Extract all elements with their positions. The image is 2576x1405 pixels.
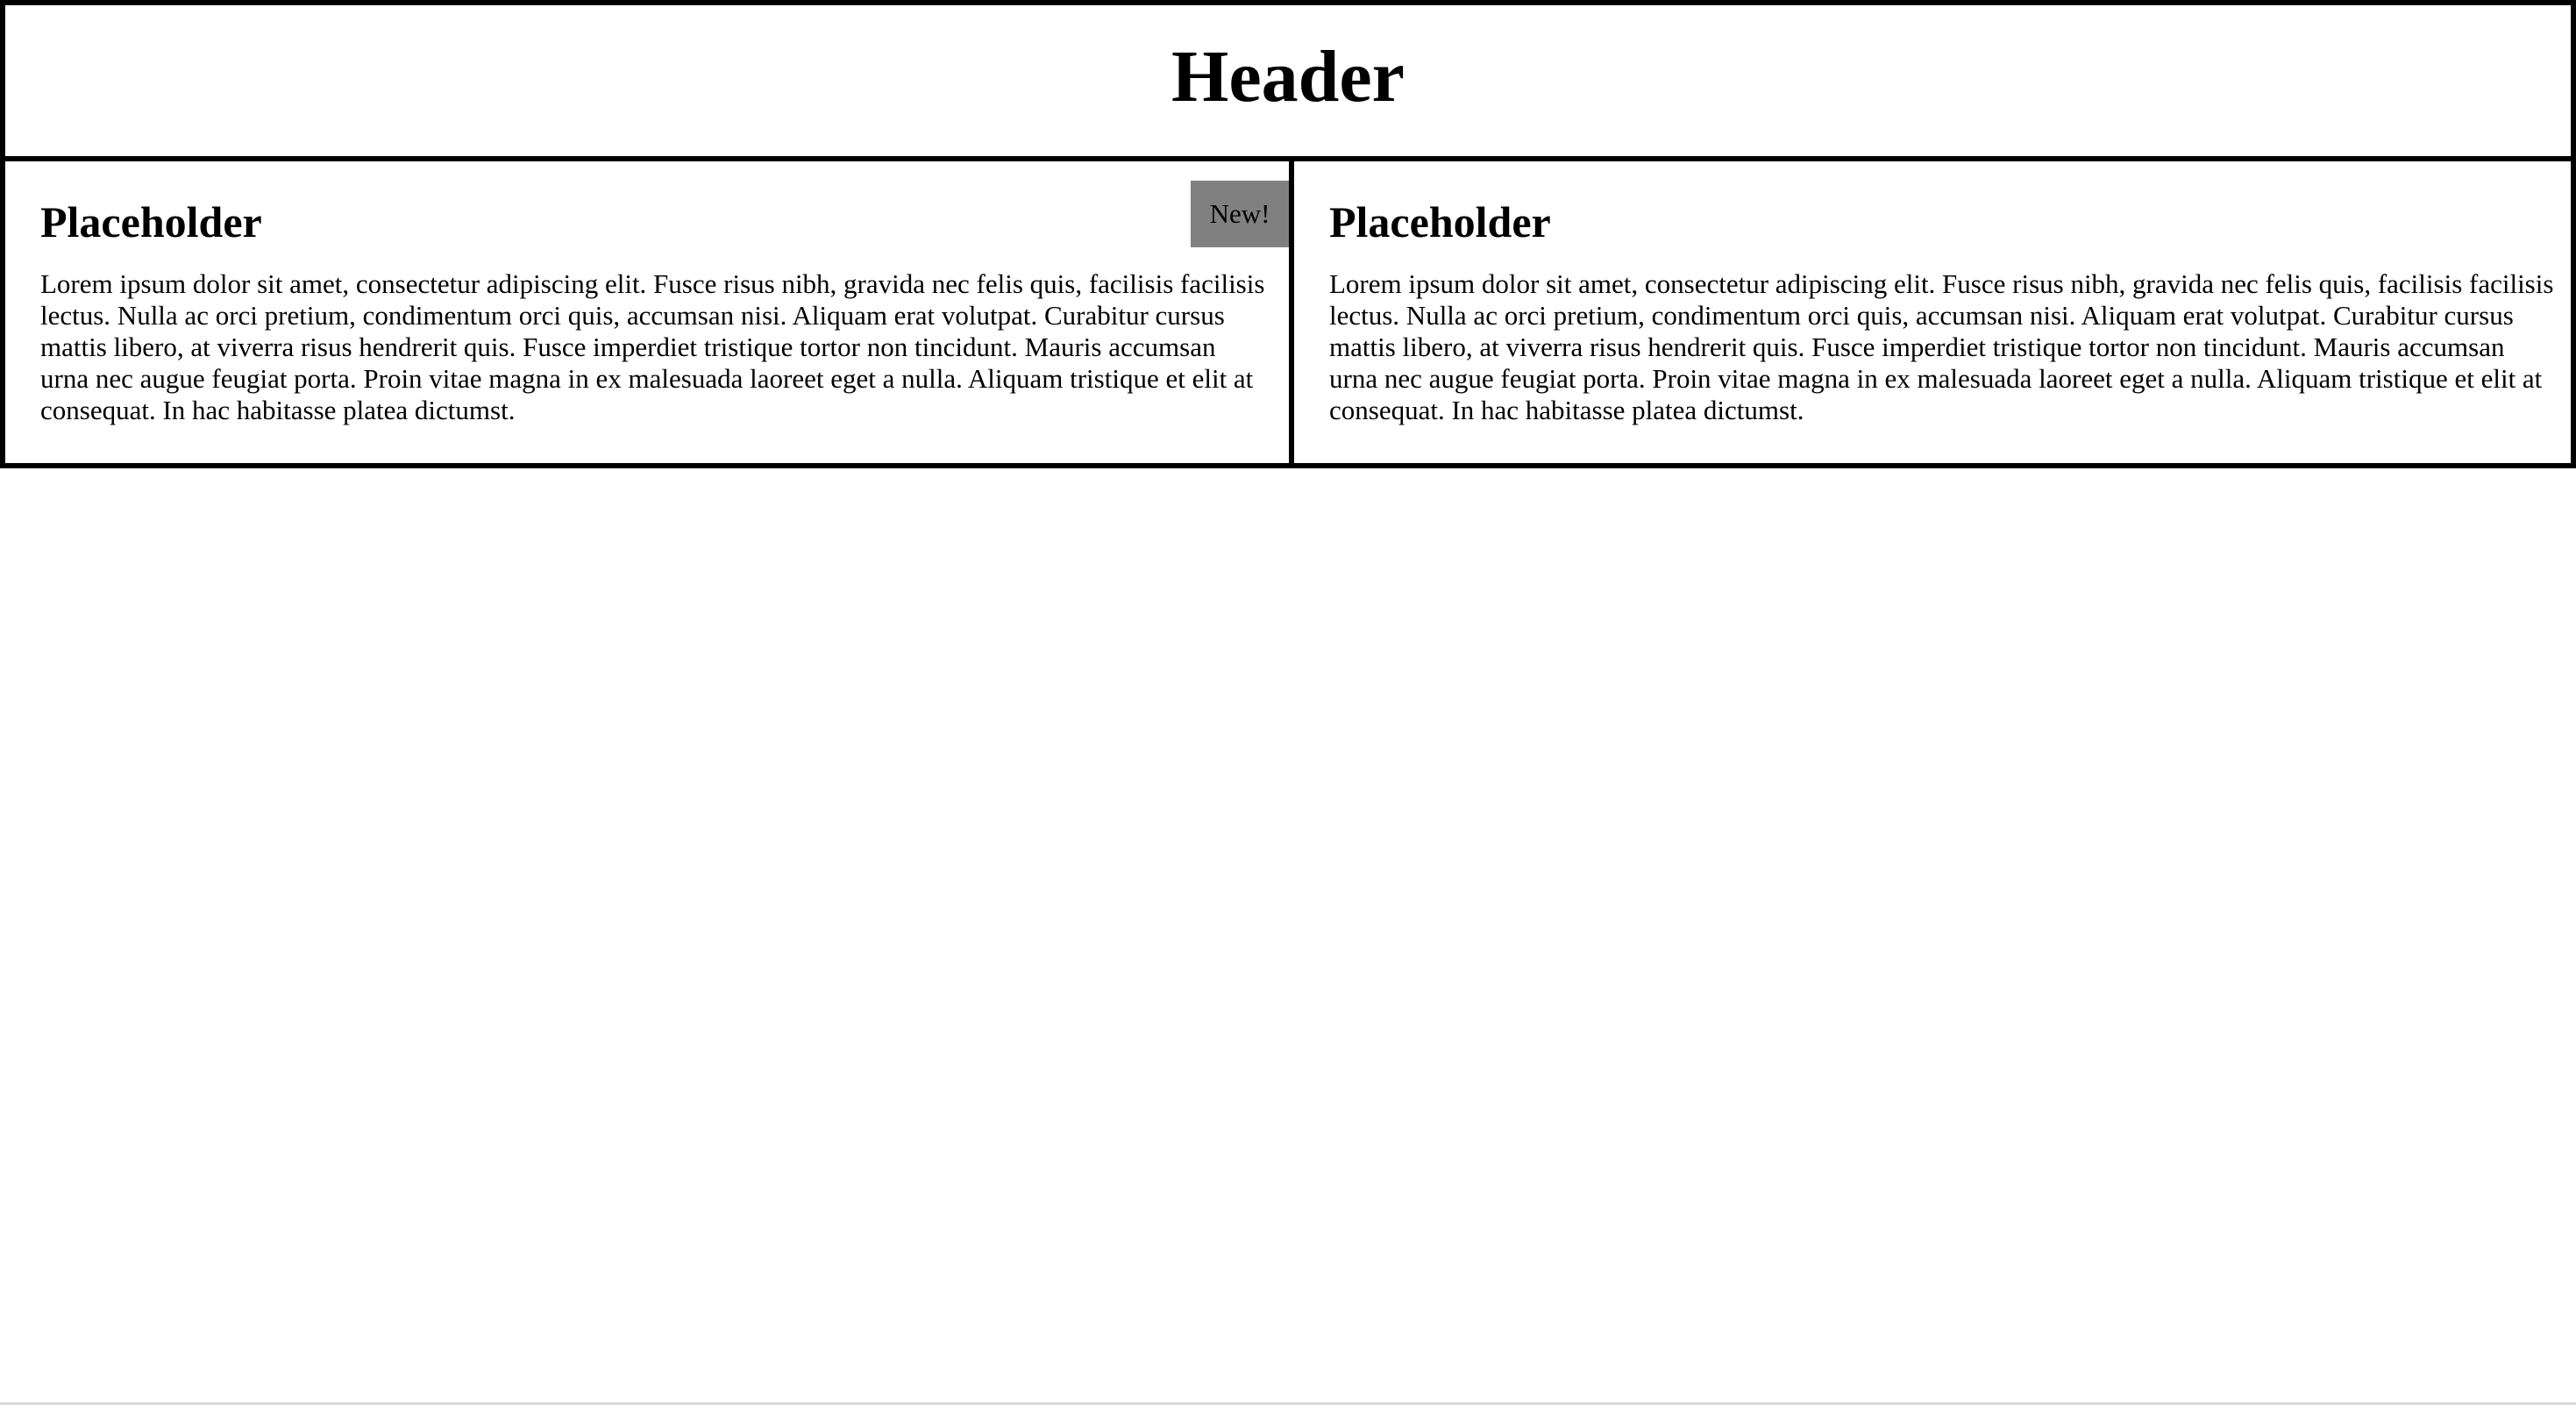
card-title: Placeholder (1329, 197, 1551, 246)
card-title: Placeholder (40, 197, 262, 246)
card-body: Lorem ipsum dolor sit amet, consectetur adipiscing elit. Fusce risus nibh, gravida nec felis quis, facilisis facilisis lectus. Nulla ac orci pretium, condimentum orci quis, accumsan nisi. Aliquam erat volutpat. Curabitur cursus mattis libero, at viverra risus hendrerit quis. Fusce imperdiet tristique tortor non tincidunt. Mauris accumsan urna nec augue feugiat porta. Proin vitae magna in ex malesuada laoreet eget a nulla. Aliquam tristique et elit at consequat. In hac habitasse platea dictumst. (1329, 268, 2554, 425)
page-header (0, 0, 2576, 161)
placeholder-card-left (5, 161, 1294, 463)
page-title: Header (1171, 36, 1405, 118)
new-badge: New! (1191, 181, 1289, 247)
card-body: Lorem ipsum dolor sit amet, consectetur adipiscing elit. Fusce risus nibh, gravida nec felis quis, facilisis facilisis lectus. Nulla ac orci pretium, condimentum orci quis, accumsan nisi. Aliquam erat volutpat. Curabitur cursus mattis libero, at viverra risus hendrerit quis. Fusce imperdiet tristique tortor non tincidunt. Mauris accumsan urna nec augue feugiat porta. Proin vitae magna in ex malesuada laoreet eget a nulla. Aliquam tristique et elit at consequat. In hac habitasse platea dictumst. (40, 268, 1265, 425)
content-columns (0, 156, 2576, 468)
placeholder-card-right (1294, 161, 2576, 463)
